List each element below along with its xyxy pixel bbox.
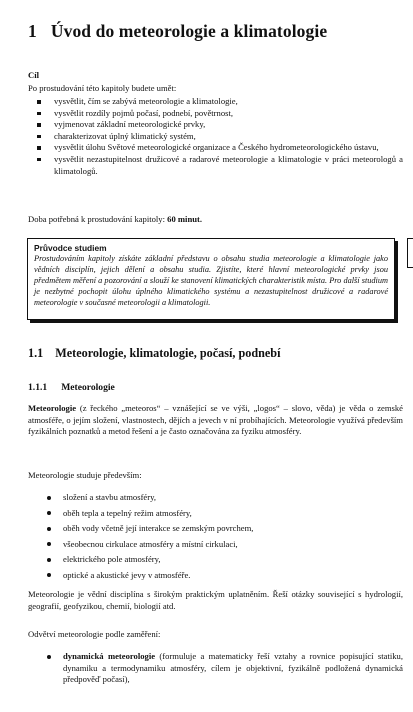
square-bullet-icon xyxy=(37,100,41,104)
study-guide-box xyxy=(27,238,395,320)
definition-text: (z řeckého „meteoros“ – vznášející se ve výši, „logos“ – slovo, věda) je věda o zemské atmosféře, o jejím složení, vlastnostech, dějích a jevech v ní probíhajících. Meteorologie využívá především fyzikálních poznatků a metod řešení a je často označována za fyziku atmosféry. xyxy=(28,403,403,437)
square-bullet-icon xyxy=(37,123,41,127)
bullet-icon xyxy=(47,527,51,531)
square-bullet-icon xyxy=(37,135,41,139)
bullet-icon xyxy=(47,558,51,562)
chapter-heading xyxy=(28,20,327,42)
subsection-number: 1.1.1 xyxy=(28,382,48,393)
subsection-heading xyxy=(28,382,115,394)
goal-item: vyjmenovat základní meteorologické prvky, xyxy=(28,119,403,131)
bullet-icon xyxy=(47,496,51,500)
square-bullet-icon xyxy=(37,146,41,150)
bullet-icon xyxy=(47,573,51,577)
study-time xyxy=(28,214,202,226)
chapter-number: 1 xyxy=(28,21,37,41)
list-item: oběh tepla a tepelný režim atmosféry, xyxy=(28,508,403,524)
study-time-text: Doba potřebná k prostudování kapitoly: xyxy=(28,214,168,224)
branch-term: dynamická meteorologie xyxy=(63,651,156,661)
goal-item: vysvětlit nezastupitelnost družicové a radarové meteorologie a klimatologie v práci meteorologů a klimatologů. xyxy=(28,154,403,177)
branches-list xyxy=(28,651,403,686)
bullet-icon xyxy=(47,655,51,659)
branch-text: (formuluje a matematicky řeší vztahy a rovnice popisující statiku, dynamiku a termodynamiku atmosféry, cílem je objektivní, fyzikálně podložená dynamická předpověď počasí), xyxy=(63,651,403,685)
list-item: složení a stavbu atmosféry, xyxy=(28,492,403,508)
branches-intro: Odvětví meteorologie podle zaměření: xyxy=(28,629,161,639)
study-guide-body: Prostudováním kapitoly získáte základní představu o obsahu studia meteorologie a klimatologie jako vědních disciplín, jejich dělení a obsahu studia. Zjistíte, které hlavní meteorologické prvky jsou předmětem měření a pozorování a slouží ke stanovení klimatických charakteristik místa. Pro další studium je nezbytné pochopit úlohu úplného klimatického systému a nezastupitelnost družicové a radarové meteorologie v současné meteorologii a klimatologii. xyxy=(34,254,388,307)
section-number: 1.1 xyxy=(28,346,44,360)
studies-intro: Meteorologie studuje především: xyxy=(28,470,142,480)
section-heading xyxy=(28,345,280,361)
bullet-icon xyxy=(47,542,51,546)
chapter-title: Úvod do meteorologie a klimatologie xyxy=(50,21,328,41)
subsection-title: Meteorologie xyxy=(61,382,115,393)
goal-label: Cíl xyxy=(28,70,39,80)
definition-paragraph xyxy=(28,403,403,438)
definition-term: Meteorologie xyxy=(28,403,77,413)
goal-list xyxy=(28,96,403,177)
square-bullet-icon xyxy=(37,158,41,162)
margin-marker xyxy=(407,238,413,268)
list-item: elektrického pole atmosféry, xyxy=(28,554,403,570)
list-item xyxy=(28,651,403,686)
bullet-icon xyxy=(47,511,51,515)
goal-item: vysvětlit úlohu Světové meteorologické organizace a Českého hydrometeorologického ústavu, xyxy=(28,142,403,154)
section-title: Meteorologie, klimatologie, počasí, podnebí xyxy=(55,346,281,360)
goal-item: vysvětlit rozdíly pojmů počasí, podnebí, povětrnost, xyxy=(28,108,403,120)
goal-item: vysvětlit, čím se zabývá meteorologie a klimatologie, xyxy=(28,96,403,108)
square-bullet-icon xyxy=(37,112,41,116)
goal-intro: Po prostudování této kapitoly budete umět: xyxy=(28,83,177,93)
studies-list xyxy=(28,492,403,586)
study-time-value: 60 minut. xyxy=(167,214,203,224)
application-paragraph: Meteorologie je vědní disciplína s širokým praktickým uplatněním. Řeší otázky související s hydrologií, geografií, geofyzikou, chemií, biologií atd. xyxy=(28,589,403,611)
list-item: všeobecnou cirkulace atmosféry a místní cirkulaci, xyxy=(28,539,403,555)
goal-item: charakterizovat úplný klimatický systém, xyxy=(28,131,403,143)
list-item: oběh vody včetně její interakce se zemským povrchem, xyxy=(28,523,403,539)
study-guide-title: Průvodce studiem xyxy=(34,243,107,253)
list-item: optické a akustické jevy v atmosféře. xyxy=(28,570,403,586)
